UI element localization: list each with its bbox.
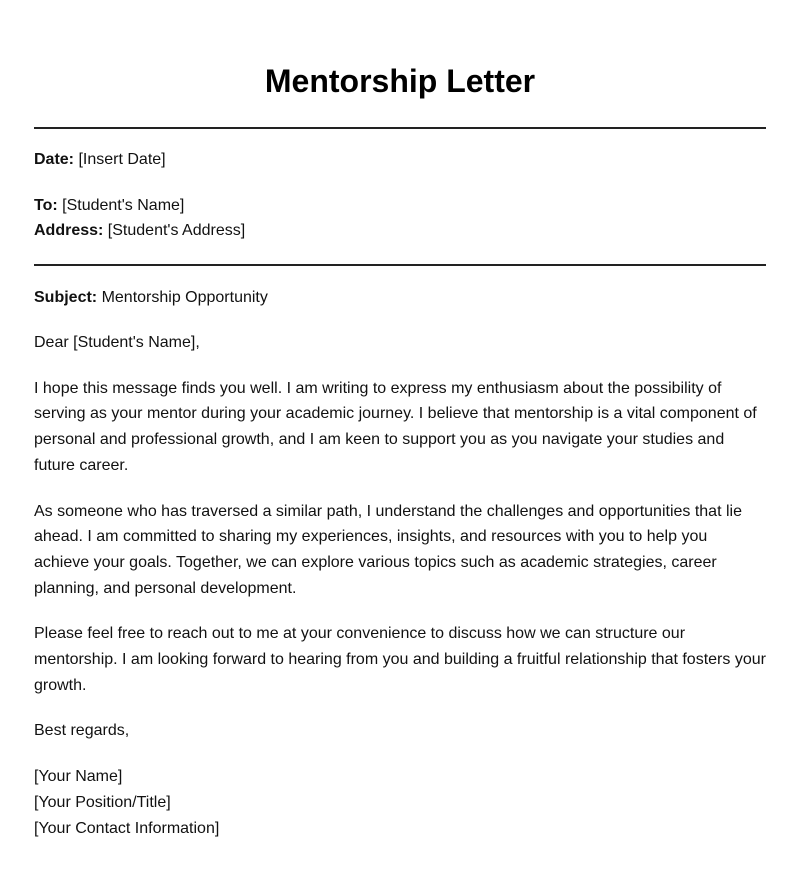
body-paragraph-3: Please feel free to reach out to me at your convenience to discuss how we can structure our mentorship. I am looking forward to hearing from you and building a fruitful relationship that fosters your growth. — [34, 625, 766, 694]
address-line — [34, 218, 766, 243]
date-line — [34, 147, 766, 172]
top-divider — [34, 127, 766, 129]
subject-line — [34, 285, 766, 310]
middle-divider — [34, 264, 766, 266]
body-paragraph-1: I hope this message finds you well. I am writing to express my enthusiasm about the possibility of serving as your mentor during your academic journey. I believe that mentorship is a vital component of personal and professional growth, and I am keen to support you as you navigate your studies and future career. — [34, 379, 757, 474]
address-label: Address: — [34, 222, 104, 239]
subject-value: Mentorship Opportunity — [97, 289, 268, 306]
body-paragraph-2: As someone who has traversed a similar path, I understand the challenges and opportunities that lie ahead. I am committed to sharing my experiences, insights, and resources with you to help you achieve your goals. Together, we can explore various topics such as academic strategies, career planning, and personal development. — [34, 502, 742, 597]
to-label: To: — [34, 197, 58, 214]
subject-label: Subject: — [34, 289, 98, 306]
signature-name: [Your Name] — [34, 768, 123, 786]
address-value: [Student's Address] — [103, 222, 246, 239]
greeting: Dear [Student's Name], — [34, 334, 200, 351]
date-value: [Insert Date] — [74, 151, 166, 168]
to-value: [Student's Name] — [57, 197, 185, 214]
date-label: Date: — [34, 151, 75, 168]
signature-block — [34, 764, 766, 841]
signature-position: [Your Position/Title] — [34, 793, 171, 811]
page-title: Mentorship Letter — [264, 63, 536, 99]
to-line — [34, 193, 766, 218]
signature-contact: [Your Contact Information] — [34, 819, 220, 837]
closing: Best regards, — [34, 722, 130, 740]
